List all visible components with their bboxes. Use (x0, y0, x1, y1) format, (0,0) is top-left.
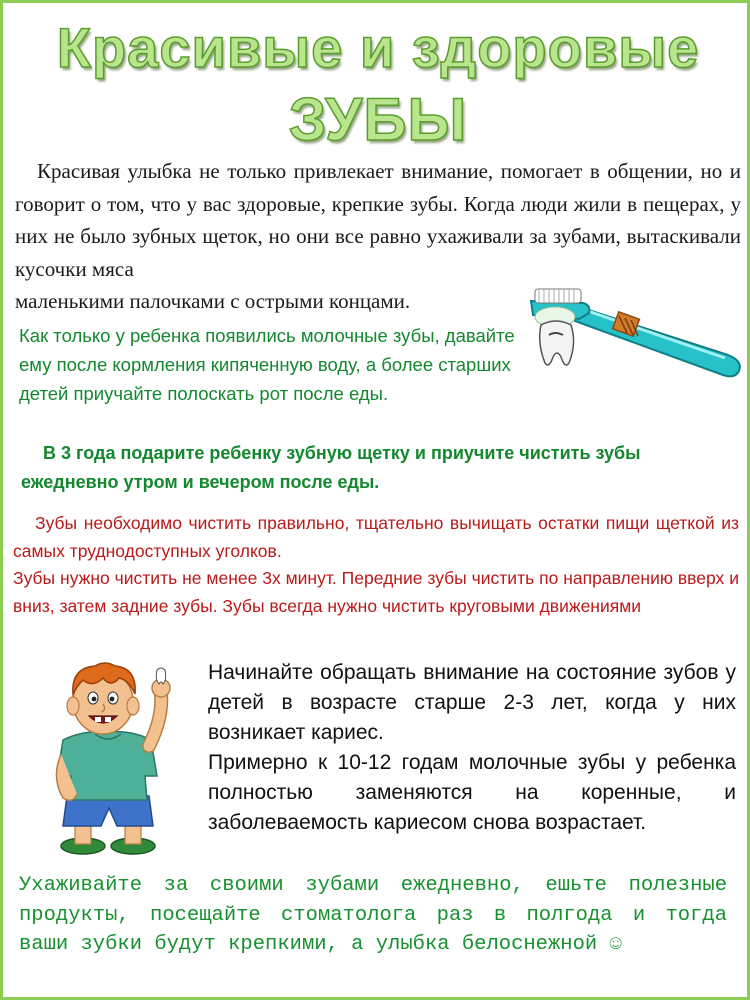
milk-teeth-advice: Как только у ребенка появились молочные зубы, давайте ему после кормления кипяченную воду, а более старших детей приучайте полоскать рот после еды. (19, 325, 515, 404)
toothbrush-icon (531, 289, 740, 376)
closing-advice: Ухаживайте за своими зубами ежедневно, ешьте полезные продукты, посещайте стоматолога раз в полгода и тогда ваши зубки будут крепкими, а улыбка белоснежной ☺ (19, 874, 727, 956)
boy-icon (56, 663, 170, 854)
intro-last-line: маленькими палочками с острыми концами. (15, 289, 411, 313)
brushing-paragraph-1: Зубы необходимо чистить правильно, тщательно вычищать остатки пищи щеткой из самых труднодоступных уголков. (13, 513, 739, 561)
brushing-instructions (13, 510, 739, 620)
intro-main-text: Красивая улыбка не только привлекает внимание, помогает в общении, но и говорит о том, что у вас здоровые, крепкие зубы. Когда люди жили в пещерах, у них не было зубных щеток, но они все равно ухаживали за зубами, вытаскивали кусочки мяса (15, 159, 741, 281)
brushing-paragraph-2: Зубы нужно чистить не менее 3х минут. Передние зубы чистить по направлению вверх и вниз, затем задние зубы. Зубы всегда нужно чистить круговыми движениями (13, 568, 739, 616)
caries-paragraph-2: Примерно к 10-12 годам молочные зубы у ребенка полностью заменяются на коренные, и заболеваемость кариесом снова возрастает. (208, 751, 736, 834)
title-line-1: Красивые и здоровые (56, 16, 700, 79)
caries-paragraph-1: Начинайте обращать внимание на состояние зубов у детей в возрасте старше 2-3 лет, когда у них возникает кариес. (208, 661, 736, 744)
boy-illustration (33, 658, 193, 858)
title-line-2: ЗУБЫ (288, 86, 468, 153)
toothbrush-illustration (503, 283, 748, 393)
toothbrush-age-advice: В 3 года подарите ребенку зубную щетку и приучите чистить зубы ежедневно утром и вечером после еды. (21, 443, 641, 492)
caries-info (208, 658, 736, 838)
